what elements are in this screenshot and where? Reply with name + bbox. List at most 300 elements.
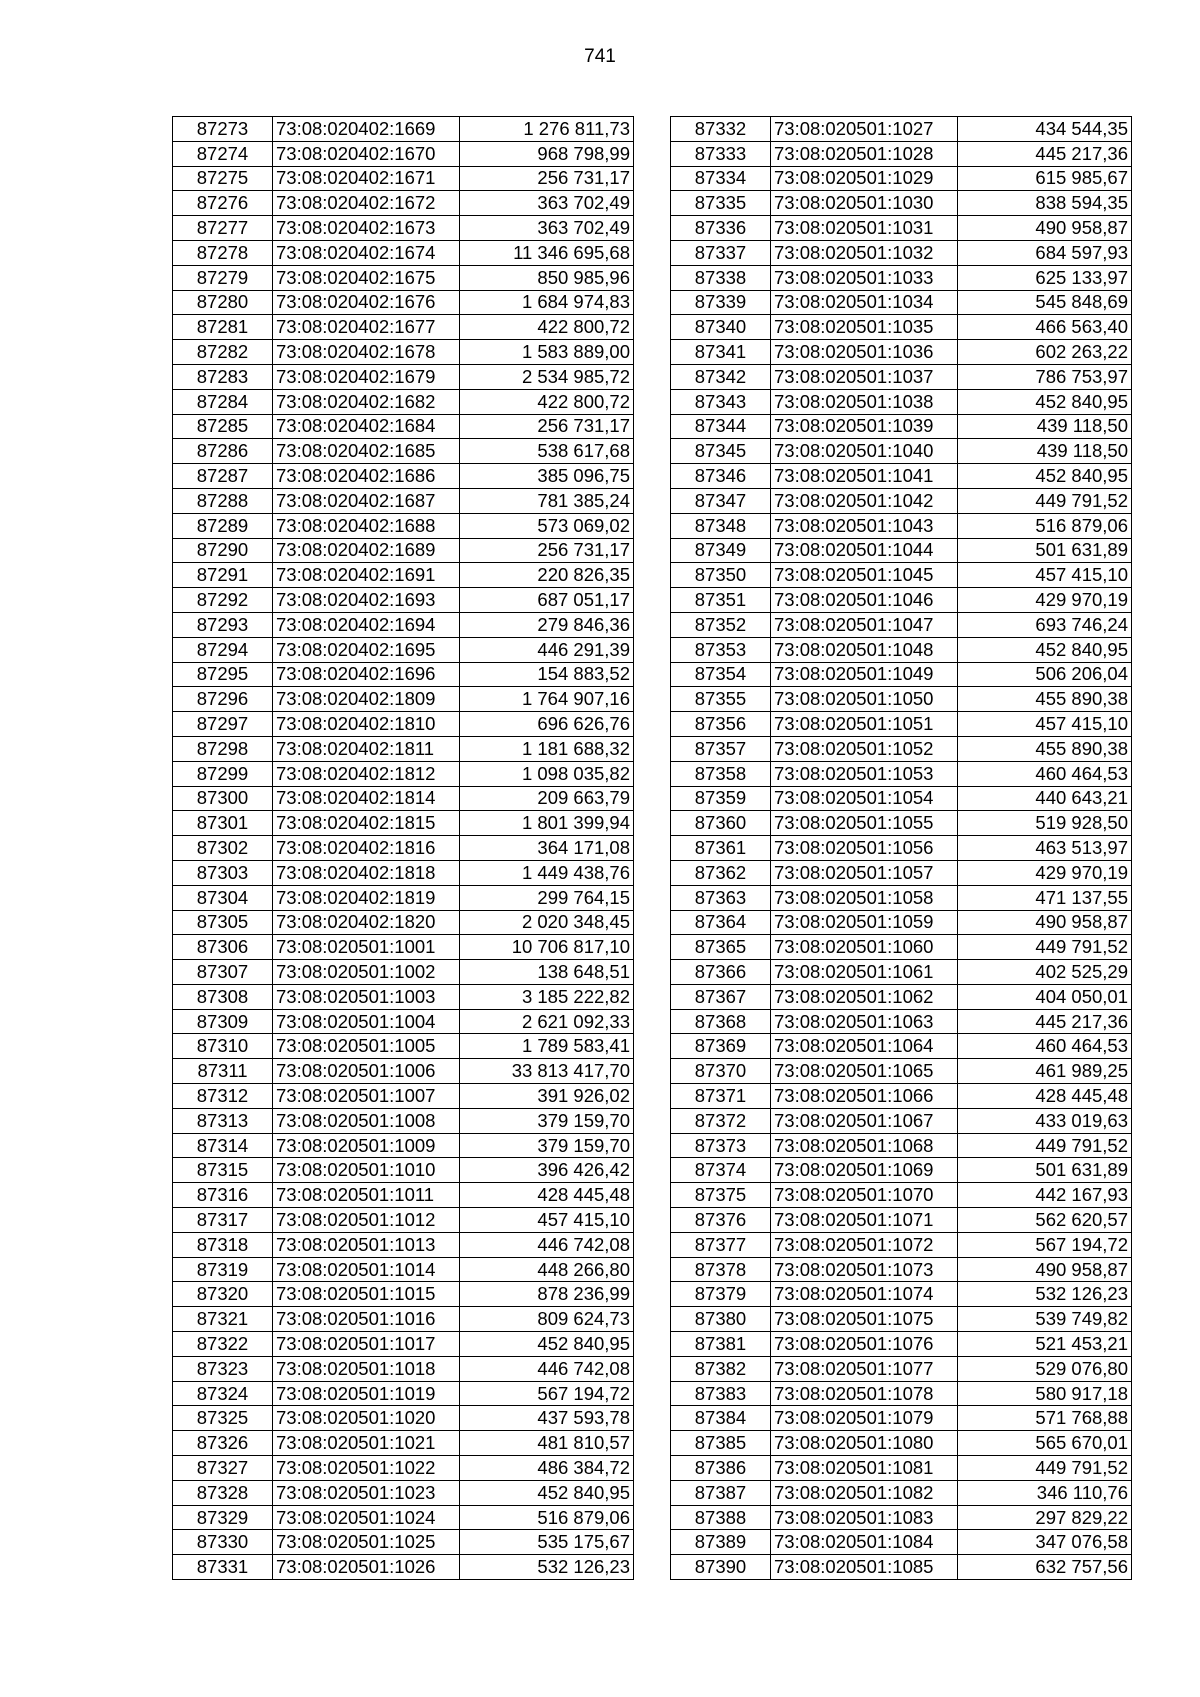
cadastral-value-cell: 838 594,35: [958, 191, 1132, 216]
table-row: [173, 1530, 634, 1555]
row-number-cell: 87332: [671, 117, 771, 142]
cadastral-number-cell: 73:08:020501:1001: [273, 935, 460, 960]
table-row: [671, 687, 1132, 712]
row-number-cell: 87387: [671, 1480, 771, 1505]
cadastral-value-cell: 490 958,87: [958, 910, 1132, 935]
table-row: [173, 240, 634, 265]
cadastral-value-cell: 471 137,55: [958, 885, 1132, 910]
cadastral-number-cell: 73:08:020501:1007: [273, 1084, 460, 1109]
row-number-cell: 87390: [671, 1555, 771, 1580]
cadastral-number-cell: 73:08:020501:1038: [771, 389, 958, 414]
table-row: [173, 1108, 634, 1133]
row-number-cell: 87308: [173, 984, 273, 1009]
row-number-cell: 87288: [173, 488, 273, 513]
row-number-cell: 87283: [173, 364, 273, 389]
row-number-cell: 87313: [173, 1108, 273, 1133]
cadastral-number-cell: 73:08:020402:1812: [273, 761, 460, 786]
cadastral-value-cell: 445 217,36: [958, 1009, 1132, 1034]
row-number-cell: 87305: [173, 910, 273, 935]
row-number-cell: 87380: [671, 1307, 771, 1332]
row-number-cell: 87292: [173, 588, 273, 613]
cadastral-value-cell: 602 263,22: [958, 340, 1132, 365]
table-row: [671, 612, 1132, 637]
row-number-cell: 87320: [173, 1282, 273, 1307]
cadastral-value-cell: 363 702,49: [460, 216, 634, 241]
row-number-cell: 87357: [671, 736, 771, 761]
table-row: [671, 265, 1132, 290]
table-row: [671, 588, 1132, 613]
cadastral-value-cell: 539 749,82: [958, 1307, 1132, 1332]
cadastral-value-cell: 2 020 348,45: [460, 910, 634, 935]
table-row: [173, 216, 634, 241]
row-number-cell: 87339: [671, 290, 771, 315]
cadastral-number-cell: 73:08:020501:1082: [771, 1480, 958, 1505]
row-number-cell: 87301: [173, 811, 273, 836]
cadastral-number-cell: 73:08:020402:1810: [273, 712, 460, 737]
table-row: [671, 1431, 1132, 1456]
cadastral-number-cell: 73:08:020501:1052: [771, 736, 958, 761]
cadastral-value-cell: 422 800,72: [460, 315, 634, 340]
cadastral-number-cell: 73:08:020501:1005: [273, 1034, 460, 1059]
cadastral-value-cell: 138 648,51: [460, 960, 634, 985]
row-number-cell: 87379: [671, 1282, 771, 1307]
cadastral-number-cell: 73:08:020501:1061: [771, 960, 958, 985]
row-number-cell: 87295: [173, 662, 273, 687]
cadastral-value-cell: 154 883,52: [460, 662, 634, 687]
table-row: [671, 1406, 1132, 1431]
table-row: [173, 1332, 634, 1357]
cadastral-number-cell: 73:08:020501:1039: [771, 414, 958, 439]
table-row: [671, 488, 1132, 513]
cadastral-value-cell: 452 840,95: [958, 464, 1132, 489]
cadastral-number-cell: 73:08:020501:1074: [771, 1282, 958, 1307]
row-number-cell: 87349: [671, 538, 771, 563]
cadastral-value-cell: 256 731,17: [460, 414, 634, 439]
cadastral-value-cell: 422 800,72: [460, 389, 634, 414]
cadastral-value-cell: 580 917,18: [958, 1381, 1132, 1406]
cadastral-value-cell: 565 670,01: [958, 1431, 1132, 1456]
cadastral-number-cell: 73:08:020501:1027: [771, 117, 958, 142]
cadastral-value-cell: 684 597,93: [958, 240, 1132, 265]
cadastral-number-cell: 73:08:020501:1041: [771, 464, 958, 489]
table-row: [173, 736, 634, 761]
cadastral-value-cell: 11 346 695,68: [460, 240, 634, 265]
table-row: [671, 811, 1132, 836]
row-number-cell: 87276: [173, 191, 273, 216]
table-row: [671, 1555, 1132, 1580]
row-number-cell: 87358: [671, 761, 771, 786]
row-number-cell: 87350: [671, 563, 771, 588]
row-number-cell: 87315: [173, 1158, 273, 1183]
cadastral-value-cell: 439 118,50: [958, 439, 1132, 464]
row-number-cell: 87296: [173, 687, 273, 712]
row-number-cell: 87388: [671, 1505, 771, 1530]
cadastral-number-cell: 73:08:020501:1015: [273, 1282, 460, 1307]
cadastral-number-cell: 73:08:020402:1696: [273, 662, 460, 687]
table-row: [671, 1381, 1132, 1406]
cadastral-number-cell: 73:08:020402:1818: [273, 860, 460, 885]
table-row: [173, 662, 634, 687]
table-row: [173, 166, 634, 191]
cadastral-number-cell: 73:08:020501:1004: [273, 1009, 460, 1034]
table-row: [671, 1133, 1132, 1158]
cadastral-value-cell: 529 076,80: [958, 1356, 1132, 1381]
cadastral-number-cell: 73:08:020501:1070: [771, 1183, 958, 1208]
cadastral-number-cell: 73:08:020402:1679: [273, 364, 460, 389]
row-number-cell: 87281: [173, 315, 273, 340]
cadastral-value-cell: 1 764 907,16: [460, 687, 634, 712]
table-row: [671, 414, 1132, 439]
cadastral-number-cell: 73:08:020402:1689: [273, 538, 460, 563]
row-number-cell: 87346: [671, 464, 771, 489]
row-number-cell: 87381: [671, 1332, 771, 1357]
table-row: [173, 1084, 634, 1109]
row-number-cell: 87363: [671, 885, 771, 910]
cadastral-value-cell: 1 098 035,82: [460, 761, 634, 786]
cadastral-value-cell: 786 753,97: [958, 364, 1132, 389]
cadastral-value-cell: 481 810,57: [460, 1431, 634, 1456]
row-number-cell: 87312: [173, 1084, 273, 1109]
table-row: [671, 1257, 1132, 1282]
cadastral-number-cell: 73:08:020501:1013: [273, 1232, 460, 1257]
cadastral-value-cell: 452 840,95: [460, 1332, 634, 1357]
table-row: [671, 290, 1132, 315]
table-row: [173, 1208, 634, 1233]
row-number-cell: 87333: [671, 141, 771, 166]
cadastral-value-cell: 461 989,25: [958, 1059, 1132, 1084]
cadastral-number-cell: 73:08:020501:1056: [771, 836, 958, 861]
table-row: [671, 464, 1132, 489]
cadastral-value-cell: 1 181 688,32: [460, 736, 634, 761]
cadastral-number-cell: 73:08:020501:1076: [771, 1332, 958, 1357]
table-row: [173, 1034, 634, 1059]
cadastral-value-cell: 535 175,67: [460, 1530, 634, 1555]
row-number-cell: 87319: [173, 1257, 273, 1282]
row-number-cell: 87321: [173, 1307, 273, 1332]
cadastral-value-cell: 460 464,53: [958, 1034, 1132, 1059]
cadastral-value-cell: 490 958,87: [958, 216, 1132, 241]
table-row: [671, 340, 1132, 365]
cadastral-number-cell: 73:08:020402:1678: [273, 340, 460, 365]
cadastral-value-cell: 2 621 092,33: [460, 1009, 634, 1034]
cadastral-number-cell: 73:08:020501:1083: [771, 1505, 958, 1530]
row-number-cell: 87277: [173, 216, 273, 241]
cadastral-value-cell: 434 544,35: [958, 117, 1132, 142]
cadastral-value-cell: 346 110,76: [958, 1480, 1132, 1505]
cadastral-number-cell: 73:08:020501:1032: [771, 240, 958, 265]
cadastral-value-cell: 696 626,76: [460, 712, 634, 737]
table-row: [173, 1456, 634, 1481]
table-row: [173, 414, 634, 439]
cadastral-number-cell: 73:08:020501:1079: [771, 1406, 958, 1431]
cadastral-number-cell: 73:08:020402:1819: [273, 885, 460, 910]
table-row: [671, 1530, 1132, 1555]
cadastral-value-cell: 466 563,40: [958, 315, 1132, 340]
cadastral-number-cell: 73:08:020501:1050: [771, 687, 958, 712]
row-number-cell: 87329: [173, 1505, 273, 1530]
cadastral-number-cell: 73:08:020501:1058: [771, 885, 958, 910]
table-row: [671, 935, 1132, 960]
row-number-cell: 87373: [671, 1133, 771, 1158]
table-row: [173, 191, 634, 216]
table-row: [671, 1282, 1132, 1307]
cadastral-number-cell: 73:08:020402:1677: [273, 315, 460, 340]
cadastral-value-cell: 1 449 438,76: [460, 860, 634, 885]
table-row: [671, 712, 1132, 737]
cadastral-value-cell: 781 385,24: [460, 488, 634, 513]
cadastral-value-cell: 455 890,38: [958, 736, 1132, 761]
cadastral-number-cell: 73:08:020402:1809: [273, 687, 460, 712]
cadastral-value-cell: 455 890,38: [958, 687, 1132, 712]
cadastral-number-cell: 73:08:020501:1081: [771, 1456, 958, 1481]
cadastral-value-cell: 396 426,42: [460, 1158, 634, 1183]
cadastral-number-cell: 73:08:020402:1686: [273, 464, 460, 489]
table-row: [173, 1505, 634, 1530]
cadastral-value-cell: 449 791,52: [958, 935, 1132, 960]
table-row: [173, 1009, 634, 1034]
cadastral-value-cell: 446 742,08: [460, 1356, 634, 1381]
cadastral-number-cell: 73:08:020501:1026: [273, 1555, 460, 1580]
cadastral-value-cell: 449 791,52: [958, 488, 1132, 513]
row-number-cell: 87284: [173, 389, 273, 414]
cadastral-value-cell: 625 133,97: [958, 265, 1132, 290]
cadastral-value-cell: 363 702,49: [460, 191, 634, 216]
table-row: [671, 216, 1132, 241]
cadastral-number-cell: 73:08:020402:1672: [273, 191, 460, 216]
cadastral-value-cell: 521 453,21: [958, 1332, 1132, 1357]
cadastral-number-cell: 73:08:020501:1063: [771, 1009, 958, 1034]
row-number-cell: 87343: [671, 389, 771, 414]
cadastral-value-cell: 452 840,95: [460, 1480, 634, 1505]
table-row: [173, 117, 634, 142]
table-row: [173, 860, 634, 885]
cadastral-number-cell: 73:08:020501:1065: [771, 1059, 958, 1084]
cadastral-number-cell: 73:08:020402:1675: [273, 265, 460, 290]
row-number-cell: 87375: [671, 1183, 771, 1208]
cadastral-number-cell: 73:08:020501:1075: [771, 1307, 958, 1332]
row-number-cell: 87382: [671, 1356, 771, 1381]
cadastral-value-cell: 571 768,88: [958, 1406, 1132, 1431]
cadastral-value-cell: 632 757,56: [958, 1555, 1132, 1580]
table-row: [671, 1332, 1132, 1357]
row-number-cell: 87360: [671, 811, 771, 836]
table-row: [671, 761, 1132, 786]
row-number-cell: 87364: [671, 910, 771, 935]
table-body-left: [173, 117, 634, 1580]
table-row: [173, 563, 634, 588]
cadastral-number-cell: 73:08:020402:1814: [273, 786, 460, 811]
cadastral-number-cell: 73:08:020501:1046: [771, 588, 958, 613]
row-number-cell: 87307: [173, 960, 273, 985]
table-row: [173, 1381, 634, 1406]
cadastral-number-cell: 73:08:020501:1030: [771, 191, 958, 216]
cadastral-value-cell: 33 813 417,70: [460, 1059, 634, 1084]
cadastral-number-cell: 73:08:020402:1816: [273, 836, 460, 861]
cadastral-number-cell: 73:08:020501:1057: [771, 860, 958, 885]
cadastral-number-cell: 73:08:020501:1035: [771, 315, 958, 340]
row-number-cell: 87294: [173, 637, 273, 662]
row-number-cell: 87334: [671, 166, 771, 191]
cadastral-value-cell: 428 445,48: [460, 1183, 634, 1208]
table-row: [671, 538, 1132, 563]
table-row: [173, 910, 634, 935]
table-row: [173, 1158, 634, 1183]
row-number-cell: 87322: [173, 1332, 273, 1357]
row-number-cell: 87282: [173, 340, 273, 365]
table-row: [173, 984, 634, 1009]
row-number-cell: 87354: [671, 662, 771, 687]
table-row: [671, 1456, 1132, 1481]
row-number-cell: 87275: [173, 166, 273, 191]
cadastral-value-cell: 516 879,06: [460, 1505, 634, 1530]
cadastral-value-cell: 1 684 974,83: [460, 290, 634, 315]
row-number-cell: 87352: [671, 612, 771, 637]
table-row: [173, 1282, 634, 1307]
table-row: [671, 1158, 1132, 1183]
cadastral-number-cell: 73:08:020501:1003: [273, 984, 460, 1009]
table-row: [173, 1183, 634, 1208]
cadastral-value-cell: 437 593,78: [460, 1406, 634, 1431]
table-row: [671, 736, 1132, 761]
cadastral-number-cell: 73:08:020402:1685: [273, 439, 460, 464]
table-row: [173, 1059, 634, 1084]
row-number-cell: 87338: [671, 265, 771, 290]
cadastral-number-cell: 73:08:020501:1078: [771, 1381, 958, 1406]
table-row: [671, 191, 1132, 216]
cadastral-number-cell: 73:08:020501:1012: [273, 1208, 460, 1233]
row-number-cell: 87285: [173, 414, 273, 439]
cadastral-number-cell: 73:08:020402:1676: [273, 290, 460, 315]
table-row: [173, 1257, 634, 1282]
row-number-cell: 87273: [173, 117, 273, 142]
table-row: [173, 1406, 634, 1431]
cadastral-number-cell: 73:08:020501:1085: [771, 1555, 958, 1580]
cadastral-value-cell: 429 970,19: [958, 860, 1132, 885]
cadastral-number-cell: 73:08:020501:1073: [771, 1257, 958, 1282]
cadastral-value-cell: 850 985,96: [460, 265, 634, 290]
cadastre-table-right: [670, 116, 1132, 1580]
row-number-cell: 87318: [173, 1232, 273, 1257]
cadastral-number-cell: 73:08:020501:1019: [273, 1381, 460, 1406]
row-number-cell: 87365: [671, 935, 771, 960]
table-row: [671, 910, 1132, 935]
row-number-cell: 87323: [173, 1356, 273, 1381]
row-number-cell: 87289: [173, 513, 273, 538]
cadastral-value-cell: 457 415,10: [958, 563, 1132, 588]
cadastral-number-cell: 73:08:020402:1815: [273, 811, 460, 836]
cadastral-number-cell: 73:08:020402:1691: [273, 563, 460, 588]
row-number-cell: 87324: [173, 1381, 273, 1406]
cadastral-number-cell: 73:08:020501:1008: [273, 1108, 460, 1133]
cadastral-value-cell: 449 791,52: [958, 1133, 1132, 1158]
table-row: [671, 1108, 1132, 1133]
cadastral-number-cell: 73:08:020501:1014: [273, 1257, 460, 1282]
row-number-cell: 87286: [173, 439, 273, 464]
table-row: [671, 563, 1132, 588]
cadastral-number-cell: 73:08:020402:1673: [273, 216, 460, 241]
cadastral-number-cell: 73:08:020501:1040: [771, 439, 958, 464]
cadastral-value-cell: 878 236,99: [460, 1282, 634, 1307]
cadastral-value-cell: 506 206,04: [958, 662, 1132, 687]
row-number-cell: 87361: [671, 836, 771, 861]
row-number-cell: 87328: [173, 1480, 273, 1505]
cadastral-value-cell: 442 167,93: [958, 1183, 1132, 1208]
row-number-cell: 87370: [671, 1059, 771, 1084]
cadastral-number-cell: 73:08:020501:1069: [771, 1158, 958, 1183]
row-number-cell: 87376: [671, 1208, 771, 1233]
cadastral-number-cell: 73:08:020501:1002: [273, 960, 460, 985]
cadastral-value-cell: 545 848,69: [958, 290, 1132, 315]
table-row: [671, 1208, 1132, 1233]
cadastral-value-cell: 256 731,17: [460, 538, 634, 563]
cadastral-number-cell: 73:08:020501:1053: [771, 761, 958, 786]
cadastral-number-cell: 73:08:020501:1023: [273, 1480, 460, 1505]
table-row: [173, 1431, 634, 1456]
row-number-cell: 87325: [173, 1406, 273, 1431]
row-number-cell: 87293: [173, 612, 273, 637]
table-row: [173, 488, 634, 513]
table-row: [173, 538, 634, 563]
row-number-cell: 87309: [173, 1009, 273, 1034]
table-row: [671, 1009, 1132, 1034]
cadastral-value-cell: 404 050,01: [958, 984, 1132, 1009]
cadastral-number-cell: 73:08:020402:1671: [273, 166, 460, 191]
cadastral-number-cell: 73:08:020501:1006: [273, 1059, 460, 1084]
cadastral-number-cell: 73:08:020402:1670: [273, 141, 460, 166]
row-number-cell: 87306: [173, 935, 273, 960]
table-row: [173, 1232, 634, 1257]
row-number-cell: 87378: [671, 1257, 771, 1282]
cadastral-number-cell: 73:08:020402:1684: [273, 414, 460, 439]
cadastral-value-cell: 1 276 811,73: [460, 117, 634, 142]
cadastral-value-cell: 516 879,06: [958, 513, 1132, 538]
table-row: [173, 389, 634, 414]
table-row: [173, 1356, 634, 1381]
cadastral-number-cell: 73:08:020501:1054: [771, 786, 958, 811]
cadastral-number-cell: 73:08:020501:1044: [771, 538, 958, 563]
cadastral-number-cell: 73:08:020501:1077: [771, 1356, 958, 1381]
table-row: [173, 960, 634, 985]
cadastral-value-cell: 402 525,29: [958, 960, 1132, 985]
row-number-cell: 87368: [671, 1009, 771, 1034]
cadastral-value-cell: 968 798,99: [460, 141, 634, 166]
table-row: [671, 1084, 1132, 1109]
cadastral-number-cell: 73:08:020501:1017: [273, 1332, 460, 1357]
row-number-cell: 87280: [173, 290, 273, 315]
cadastral-value-cell: 809 624,73: [460, 1307, 634, 1332]
cadastral-value-cell: 209 663,79: [460, 786, 634, 811]
cadastral-number-cell: 73:08:020501:1010: [273, 1158, 460, 1183]
table-row: [671, 1059, 1132, 1084]
row-number-cell: 87327: [173, 1456, 273, 1481]
cadastral-value-cell: 446 742,08: [460, 1232, 634, 1257]
cadastre-table-left: [172, 116, 634, 1580]
row-number-cell: 87331: [173, 1555, 273, 1580]
cadastral-number-cell: 73:08:020501:1064: [771, 1034, 958, 1059]
row-number-cell: 87274: [173, 141, 273, 166]
table-row: [173, 687, 634, 712]
table-row: [173, 290, 634, 315]
table-row: [173, 265, 634, 290]
row-number-cell: 87348: [671, 513, 771, 538]
row-number-cell: 87371: [671, 1084, 771, 1109]
table-body-right: [671, 117, 1132, 1580]
table-row: [173, 811, 634, 836]
cadastral-value-cell: 429 970,19: [958, 588, 1132, 613]
cadastral-value-cell: 452 840,95: [958, 637, 1132, 662]
cadastral-number-cell: 73:08:020402:1669: [273, 117, 460, 142]
row-number-cell: 87385: [671, 1431, 771, 1456]
